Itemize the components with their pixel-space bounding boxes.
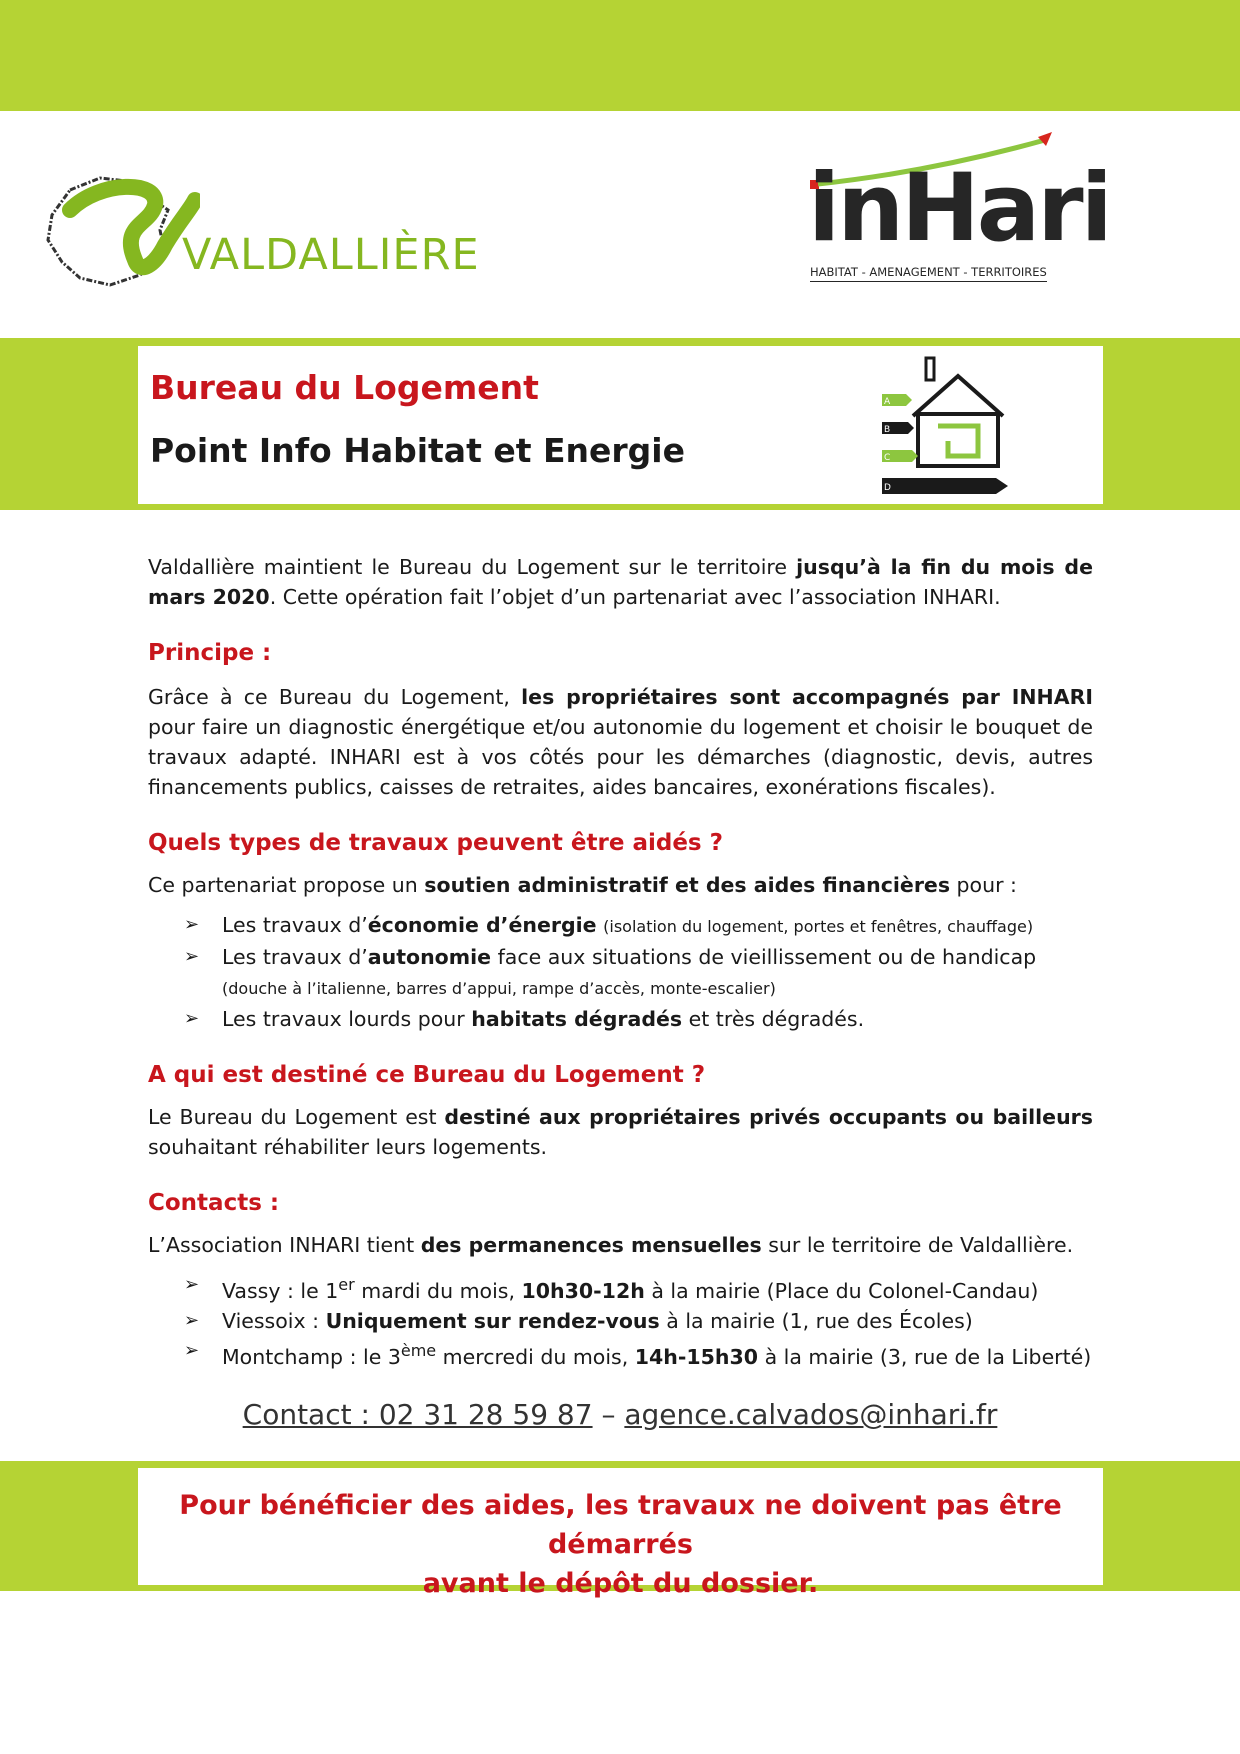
list-item: ➢ Les travaux d’autonomie face aux situations de vieillissement ou de handicap (douche à l’italienne, barres d’appui, rampe d’accès, monte-escalier)	[148, 942, 1093, 1004]
footer-notice-line1: Pour bénéficier des aides, les travaux ne doivent pas être démarrés	[179, 1490, 1062, 1560]
arrow-bullet-icon: ➢	[184, 1008, 200, 1029]
contact-email-link[interactable]: agence.calvados@inhari.fr	[624, 1398, 998, 1431]
valdalliere-wordmark: VALDALLIÈRE	[182, 230, 480, 280]
title-box	[138, 346, 1103, 504]
list-item: ➢ Les travaux d’économie d’énergie (isolation du logement, portes et fenêtres, chauffage)	[148, 910, 1093, 942]
travaux-intro: Ce partenariat propose un soutien administratif et des aides financières pour :	[148, 873, 1017, 897]
valdalliere-map-icon	[40, 170, 200, 300]
arrow-bullet-icon: ➢	[184, 914, 200, 935]
energy-label-c: C	[884, 453, 891, 463]
destine-paragraph: Le Bureau du Logement est destiné aux propriétaires privés occupants ou bailleurs souhaitant réhabiliter leurs logements.	[148, 1105, 1093, 1159]
footer-notice-line2: avant le dépôt du dossier.	[422, 1568, 819, 1599]
list-item: ➢ Vassy : le 1er mardi du mois, 10h30-12h à la mairie (Place du Colonel-Candau)	[148, 1270, 1093, 1306]
list-item: ➢ Viessoix : Uniquement sur rendez-vous à la mairie (1, rue des Écoles)	[148, 1306, 1093, 1336]
energy-house-icon	[868, 356, 1018, 496]
contacts-intro: L’Association INHARI tient des permanences mensuelles sur le territoire de Valdallière.	[148, 1233, 1074, 1257]
arrow-bullet-icon: ➢	[184, 1309, 200, 1331]
travaux-heading: Quels types de travaux peuvent être aidés ?	[148, 830, 723, 856]
permanences-list	[148, 1270, 1093, 1372]
arrow-bullet-icon: ➢	[184, 1339, 200, 1361]
energy-label-a: A	[884, 397, 891, 407]
travaux-list	[148, 910, 1093, 1034]
arrow-bullet-icon: ➢	[184, 1274, 200, 1295]
contact-line	[0, 1398, 1240, 1431]
inhari-logo	[800, 132, 1110, 287]
principe-heading: Principe :	[148, 640, 272, 666]
contacts-heading: Contacts :	[148, 1190, 280, 1216]
arrow-bullet-icon: ➢	[184, 946, 200, 967]
top-green-band	[0, 0, 1240, 111]
list-item: ➢ Montchamp : le 3ème mercredi du mois, 14h-15h30 à la mairie (3, rue de la Liberté)	[148, 1336, 1093, 1372]
energy-label-d: D	[884, 483, 891, 493]
inhari-wordmark: inHari	[808, 154, 1110, 263]
footer-notice	[138, 1468, 1103, 1599]
inhari-tagline: HABITAT - AMENAGEMENT - TERRITOIRES	[810, 265, 1047, 282]
intro-paragraph: Valdallière maintient le Bureau du Logement sur le territoire jusqu’à la fin du mois de mars 2020. Cette opération fait l’objet d’un partenariat avec l’association INHARI.	[148, 555, 1093, 609]
contact-phone-link[interactable]: Contact : 02 31 28 59 87	[242, 1398, 593, 1431]
contact-separator: –	[592, 1398, 625, 1431]
page-subtitle: Point Info Habitat et Energie	[150, 431, 685, 470]
destine-heading: A qui est destiné ce Bureau du Logement ?	[148, 1062, 706, 1088]
principe-paragraph: Grâce à ce Bureau du Logement, les propriétaires sont accompagnés par INHARI pour faire un diagnostic énergétique et/ou autonomie du logement et choisir le bouquet de travaux adapté. INHARI est à vos côtés pour les démarches (diagnostic, devis, autres financements publics, caisses de retraites, aides bancaires, exonérations fiscales).	[148, 685, 1093, 799]
page-title: Bureau du Logement	[150, 368, 539, 407]
valdalliere-logo	[40, 170, 480, 300]
main-content	[148, 552, 1093, 1372]
energy-label-b: B	[884, 425, 891, 435]
list-item: ➢ Les travaux lourds pour habitats dégradés et très dégradés.	[148, 1004, 1093, 1034]
